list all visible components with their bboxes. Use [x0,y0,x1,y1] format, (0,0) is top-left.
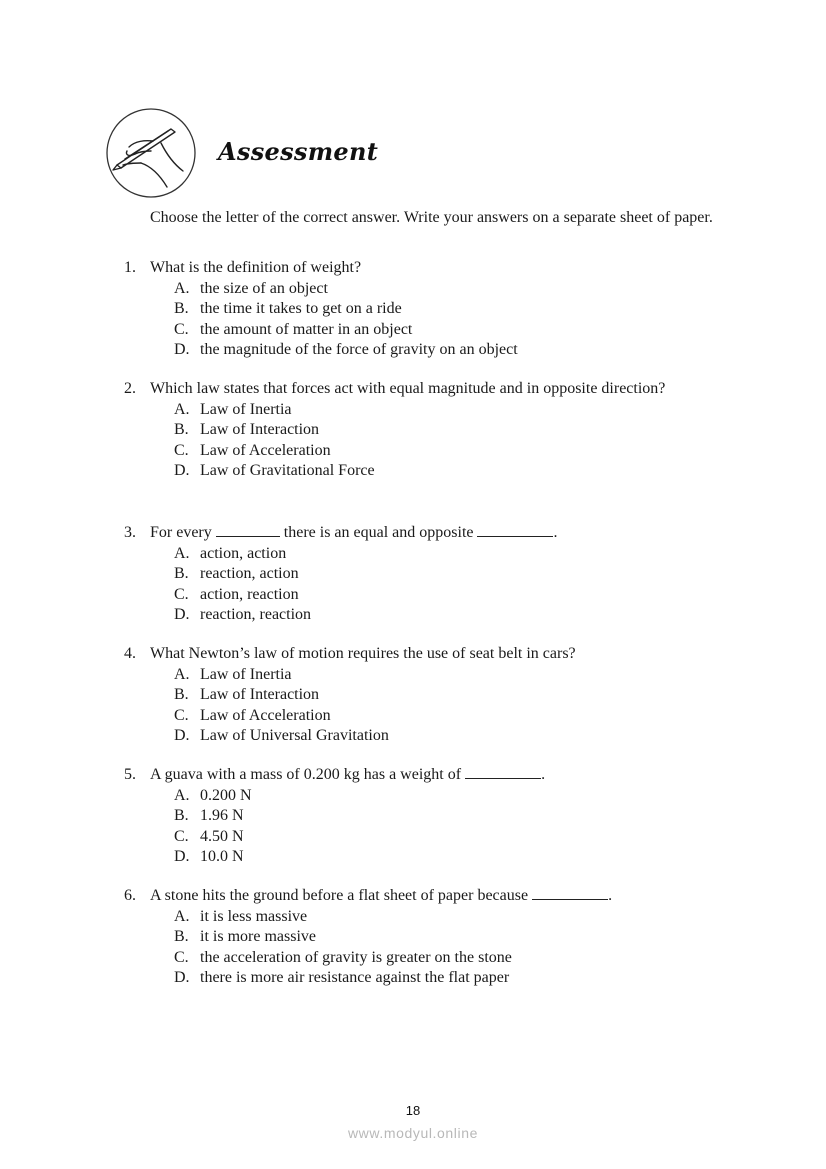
question-number: 3. [124,524,136,541]
question-stem: What Newton’s law of motion requires the use of seat belt in cars? [150,645,576,662]
choice-letter: B. [174,421,189,439]
choice-d [174,340,727,361]
choice-a [174,786,727,807]
choice-text: the time it takes to get on a ride [200,300,402,318]
choice-b [174,806,727,827]
question-stem: Which law states that forces act with equal magnitude and in opposite direction? [150,380,666,397]
choice-letter: A. [174,665,190,683]
choice-letter: C. [174,585,189,603]
choice-a [174,544,727,565]
choice-text: Law of Interaction [200,421,320,439]
choice-text: Law of Interaction [200,686,320,704]
answer-blank [477,523,553,537]
answer-blank [216,523,280,537]
choice-a [174,907,727,928]
choice-text: reaction, reaction [200,606,312,624]
choice-b [174,927,727,948]
choice-text: it is less massive [200,907,308,925]
choice-text: 10.0 N [200,848,244,866]
choice-text: the acceleration of gravity is greater on the stone [200,948,512,966]
hand-writing-pencil-icon [105,107,197,199]
choice-d [174,605,727,626]
choice-letter: B. [174,686,189,704]
choice-text: there is more air resistance against the flat paper [200,969,510,987]
answer-blank [465,765,541,779]
question-3 [124,523,727,626]
choice-d [174,847,727,868]
page-title: Assessment [218,137,379,166]
choice-letter: C. [174,706,189,724]
choice-letter: D. [174,848,190,866]
watermark-url: www.modyul.online [347,1125,479,1141]
choice-a [174,665,727,686]
choice-c [174,827,727,848]
question-4 [124,644,727,747]
choice-letter: B. [174,565,189,583]
choice-text: it is more massive [200,928,316,946]
question-number: 6. [124,887,136,904]
choice-letter: A. [174,400,190,418]
choice-d [174,968,727,989]
choice-letter: D. [174,462,190,480]
question-1 [124,258,727,361]
choice-text: the size of an object [200,279,328,297]
question-stem: What is the definition of weight? [150,259,362,276]
choice-letter: C. [174,441,189,459]
choice-letter: A. [174,279,190,297]
instructions: Choose the letter of the correct answer. Write your answers on a separate sheet of paper. [150,209,713,226]
choice-letter: D. [174,727,190,745]
page-number: 18 [405,1103,421,1118]
question-2 [124,379,727,482]
choice-letter: B. [174,807,189,825]
choice-text: Law of Inertia [200,400,292,418]
choice-text: the magnitude of the force of gravity on an object [200,341,518,359]
choice-b [174,299,727,320]
question-number: 1. [124,259,136,276]
choice-text: reaction, action [200,565,299,583]
question-number: 2. [124,380,136,397]
choice-text: action, action [200,544,287,562]
choice-letter: D. [174,969,190,987]
choice-c [174,706,727,727]
choice-c [174,320,727,341]
choice-b [174,685,727,706]
choice-letter: C. [174,948,189,966]
choice-b [174,564,727,585]
choice-b [174,420,727,441]
choice-letter: D. [174,606,190,624]
choice-letter: A. [174,786,190,804]
choice-text: 0.200 N [200,786,252,804]
question-stem: A stone hits the ground before a flat sheet of paper because . [150,887,613,904]
choice-text: 4.50 N [200,827,244,845]
choice-text: Law of Inertia [200,665,292,683]
answer-blank [532,886,608,900]
choice-letter: B. [174,928,189,946]
choice-d [174,726,727,747]
choice-letter: A. [174,907,190,925]
question-number: 5. [124,766,136,783]
choice-text: Law of Acceleration [200,441,331,459]
choice-letter: D. [174,341,190,359]
choice-text: Law of Universal Gravitation [200,727,389,745]
choice-a [174,279,727,300]
question-stem: For every there is an equal and opposite . [150,524,558,541]
question-6 [124,886,727,989]
question-5 [124,765,727,868]
choice-letter: C. [174,320,189,338]
choice-text: 1.96 N [200,807,244,825]
choice-text: the amount of matter in an object [200,320,413,338]
question-stem: A guava with a mass of 0.200 kg has a weight of . [150,766,546,783]
choice-c [174,441,727,462]
choice-text: action, reaction [200,585,299,603]
choice-letter: C. [174,827,189,845]
choice-a [174,400,727,421]
choice-c [174,948,727,969]
choice-letter: A. [174,544,190,562]
question-number: 4. [124,645,136,662]
choice-d [174,461,727,482]
choice-c [174,585,727,606]
choice-letter: B. [174,300,189,318]
choice-text: Law of Acceleration [200,706,331,724]
section-header [105,107,405,199]
choice-text: Law of Gravitational Force [200,462,375,480]
